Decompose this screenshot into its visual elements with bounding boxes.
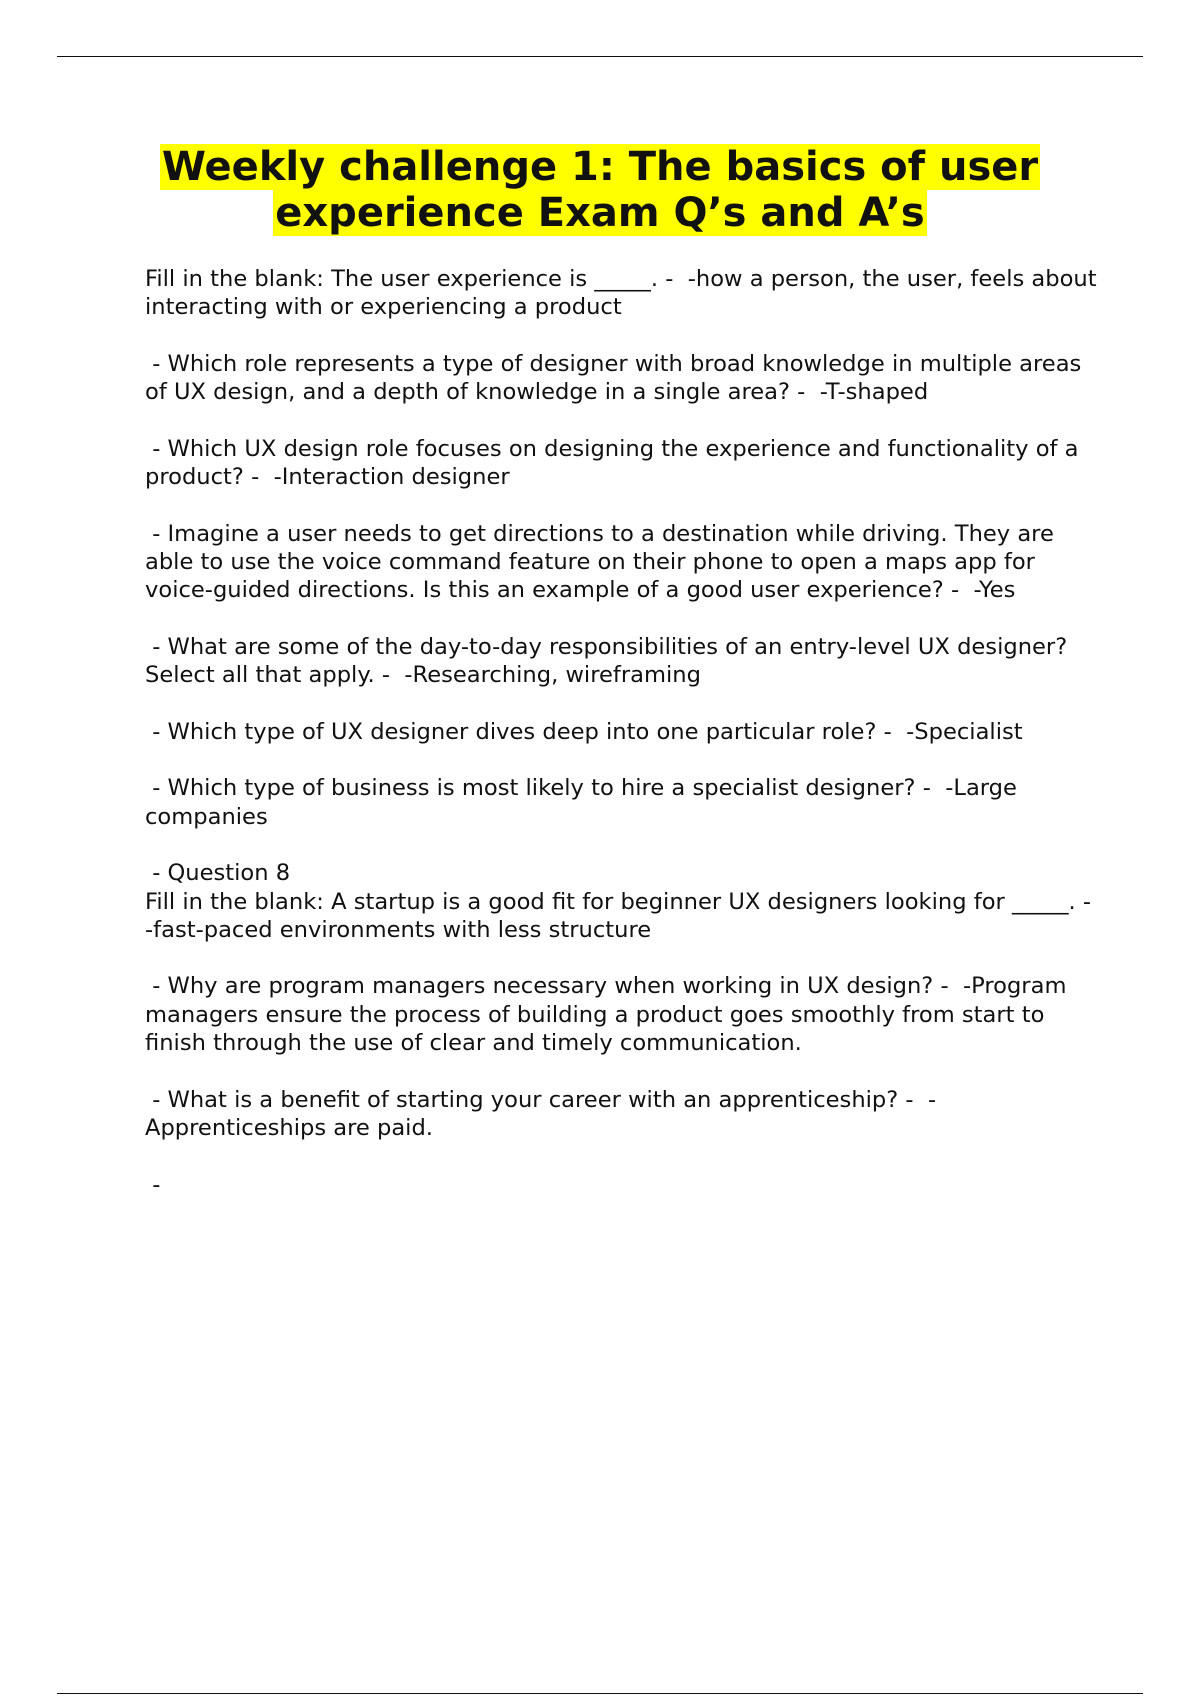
page-title xyxy=(60,144,1140,236)
qa-list xyxy=(145,265,1105,1227)
qa-item-3: - Which UX design role focuses on designing the experience and functionality of a product? - -Interaction designer xyxy=(145,435,1086,491)
qa-item-9: - Why are program managers necessary when working in UX design? - -Program managers ensure the process of building a product goes smoothly from start to finish through the use of clear and timely communication. xyxy=(145,973,1074,1057)
qa-item-6: - Which type of UX designer dives deep into one particular role? - -Specialist xyxy=(145,718,1023,745)
qa-item-11: - xyxy=(145,1171,161,1198)
qa-item-7: - Which type of business is most likely to hire a specialist designer? - -Large companies xyxy=(145,775,1025,830)
page-title-line-2: experience Exam Q’s and A’s xyxy=(275,190,925,236)
qa-item-10: - What is a benefit of starting your career with an apprenticeship? - -Apprenticeships are paid. xyxy=(145,1086,937,1141)
qa-item-2: - Which role represents a type of designer with broad knowledge in multiple areas of UX design, and a depth of knowledge in a single area? - -T-shaped xyxy=(145,350,1089,406)
qa-item-1: Fill in the blank: The user experience is _____. - -how a person, the user, feels about interacting with or experiencing a product xyxy=(145,266,1104,321)
qa-item-8: - Question 8 Fill in the blank: A startup is a good fit for beginner UX designers looking for _____. - -fast-paced environments with less structure xyxy=(145,860,1092,943)
qa-item-5: - What are some of the day-to-day responsibilities of an entry-level UX designer? Select all that apply. - -Researching, wireframing xyxy=(145,633,1075,689)
qa-item-4: - Imagine a user needs to get directions to a destination while driving. They are able to use the voice command feature on their phone to open a maps app for voice-guided directions. Is this an example of a good user experience? - -Yes xyxy=(145,520,1062,604)
top-rule xyxy=(57,56,1143,57)
bottom-rule xyxy=(57,1693,1143,1694)
page-title-line-1: Weekly challenge 1: The basics of user xyxy=(161,144,1039,190)
